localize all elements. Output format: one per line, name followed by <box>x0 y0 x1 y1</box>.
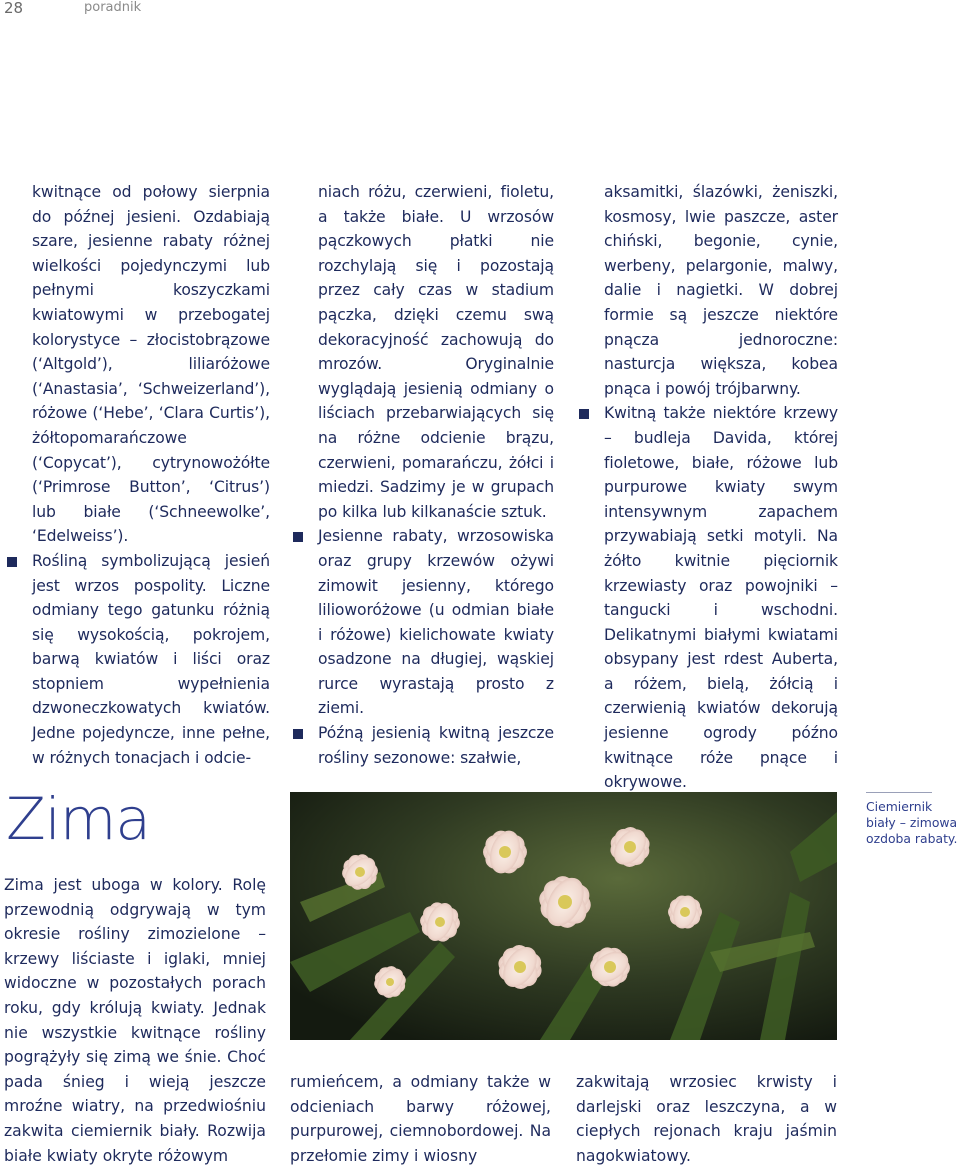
paragraph-text: Rośliną symbolizującą jesień jest wrzos pospolity. Liczne odmiany tego gatunku różnią się wysokością, pokrojem, barwą kwiatów i liści oraz stopniem wypełnienia dzwoneczkowatych kwiatów. Jedne pojedyncze, inne pełne, w różnych tonacjach i odcie- <box>32 551 270 767</box>
paragraph-text: Jesienne rabaty, wrzosowiska oraz grupy krzewów ożywi zimowit jesienny, którego lilioworóżowe (u odmian białe i różowe) kielichowate kwiaty osadzone na długiej, wąskiej rurce wyrastają prosto z ziemi. <box>318 527 554 718</box>
bullet-paragraph <box>318 524 554 721</box>
bullet-paragraph <box>318 721 554 770</box>
paragraph-text: Późną jesienią kwitną jeszcze rośliny sezonowe: szałwie, <box>318 724 554 767</box>
square-bullet-icon <box>7 557 17 567</box>
winter-text-column-2: rumieńcem, a odmiany także w odcieniach barwy różowej, purpurowej, ciemnobordowej. Na przełomie zimy i wiosny <box>290 1073 551 1165</box>
bullet-paragraph <box>604 401 838 795</box>
winter-text-column-1: Zima jest uboga w kolory. Rolę przewodnią odgrywają w tym okresie rośliny zimozielone – krzewy liściaste i iglaki, mniej widoczne w pozostałych porach roku, gdy królują kwiaty. Jednak nie wszystkie kwitnące rośliny pogrążyły się zimą we śnie. Choć pada śnieg i wieją jeszcze mroźne wiatry, na przedwiośniu zakwita ciemiernik biały. Rozwija białe kwiaty okryte różowym <box>4 876 266 1165</box>
square-bullet-icon <box>293 729 303 739</box>
paragraph: niach różu, czerwieni, fioletu, a także białe. U wrzosów pączkowych płatki nie rozchylają się i pozostają przez cały czas w stadium pączka, dzięki czemu swą dekoracyjność zachowują do mrozów. Oryginalnie wyglądają jesienią odmiany o liściach przebarwiających się na różne odcienie brązu, czerwieni, pomarańczu, żółci i miedzi. Sadzimy je w grupach po kilka lub kilkanaście sztuk. <box>318 183 554 521</box>
caption-text: Ciemiernik biały – zimowa ozdoba rabaty. <box>866 799 958 846</box>
flower-photo-image <box>290 792 837 1040</box>
square-bullet-icon <box>579 409 589 419</box>
bullet-paragraph <box>32 549 270 770</box>
page-number: 28 <box>4 0 24 17</box>
caption-divider <box>866 792 932 793</box>
section-title: Zima <box>6 785 150 853</box>
text-column-3 <box>604 180 838 795</box>
paragraph: aksamitki, ślazówki, żeniszki, kosmosy, lwie paszcze, aster chiński, begonie, cynie, werbeny, pelargonie, malwy, dalie i nagietki. W dobrej formie są jeszcze niektóre pnącza jednoroczne: nasturcja większa, kobea pnąca i powój trójbarwny. <box>604 183 838 398</box>
text-column-2 <box>318 180 554 770</box>
winter-text-column-3: zakwitają wrzosiec krwisty i darlejski oraz leszczyna, a w ciepłych rejonach kraju jaśmin nagokwiatowy. <box>576 1073 837 1165</box>
paragraph: kwitnące od połowy sierpnia do późnej jesieni. Ozdabiają szare, jesienne rabaty różnej wielkości pojedynczymi lub pełnymi koszyczkami kwiatowymi w przebogatej kolorystyce – złocistobrązowe (‘Altgold’), liliaróżowe (‘Anastasia’, ‘Schweizerland’), różowe (‘Hebe’, ‘Clara Curtis’), żółtopomarańczowe (‘Copycat’), cytrynowożółte (‘Primrose Button’, ‘Citrus’) lub białe (‘Schneewolke’, ‘Edelweiss’). <box>32 183 270 546</box>
photo-caption <box>866 792 960 847</box>
section-name: poradnik <box>84 0 142 15</box>
text-column-1 <box>32 180 270 770</box>
paragraph-text: Kwitną także niektóre krzewy – budleja Davida, której fioletowe, białe, różowe lub purpurowe kwiaty swym intensywnym zapachem przywabiają setki motyli. Na żółto kwitnie pięciornik krzewiasty oraz powojniki – tangucki i wschodni. Delikatnymi białymi kwiatami obsypany jest rdest Auberta, a różem, bielą, żółcią i czerwienią kwiatów dekorują jesienne ogrody późno kwitnące róże pnące i okrywowe. <box>604 404 838 792</box>
hellebore-photo <box>290 792 837 1040</box>
square-bullet-icon <box>293 532 303 542</box>
